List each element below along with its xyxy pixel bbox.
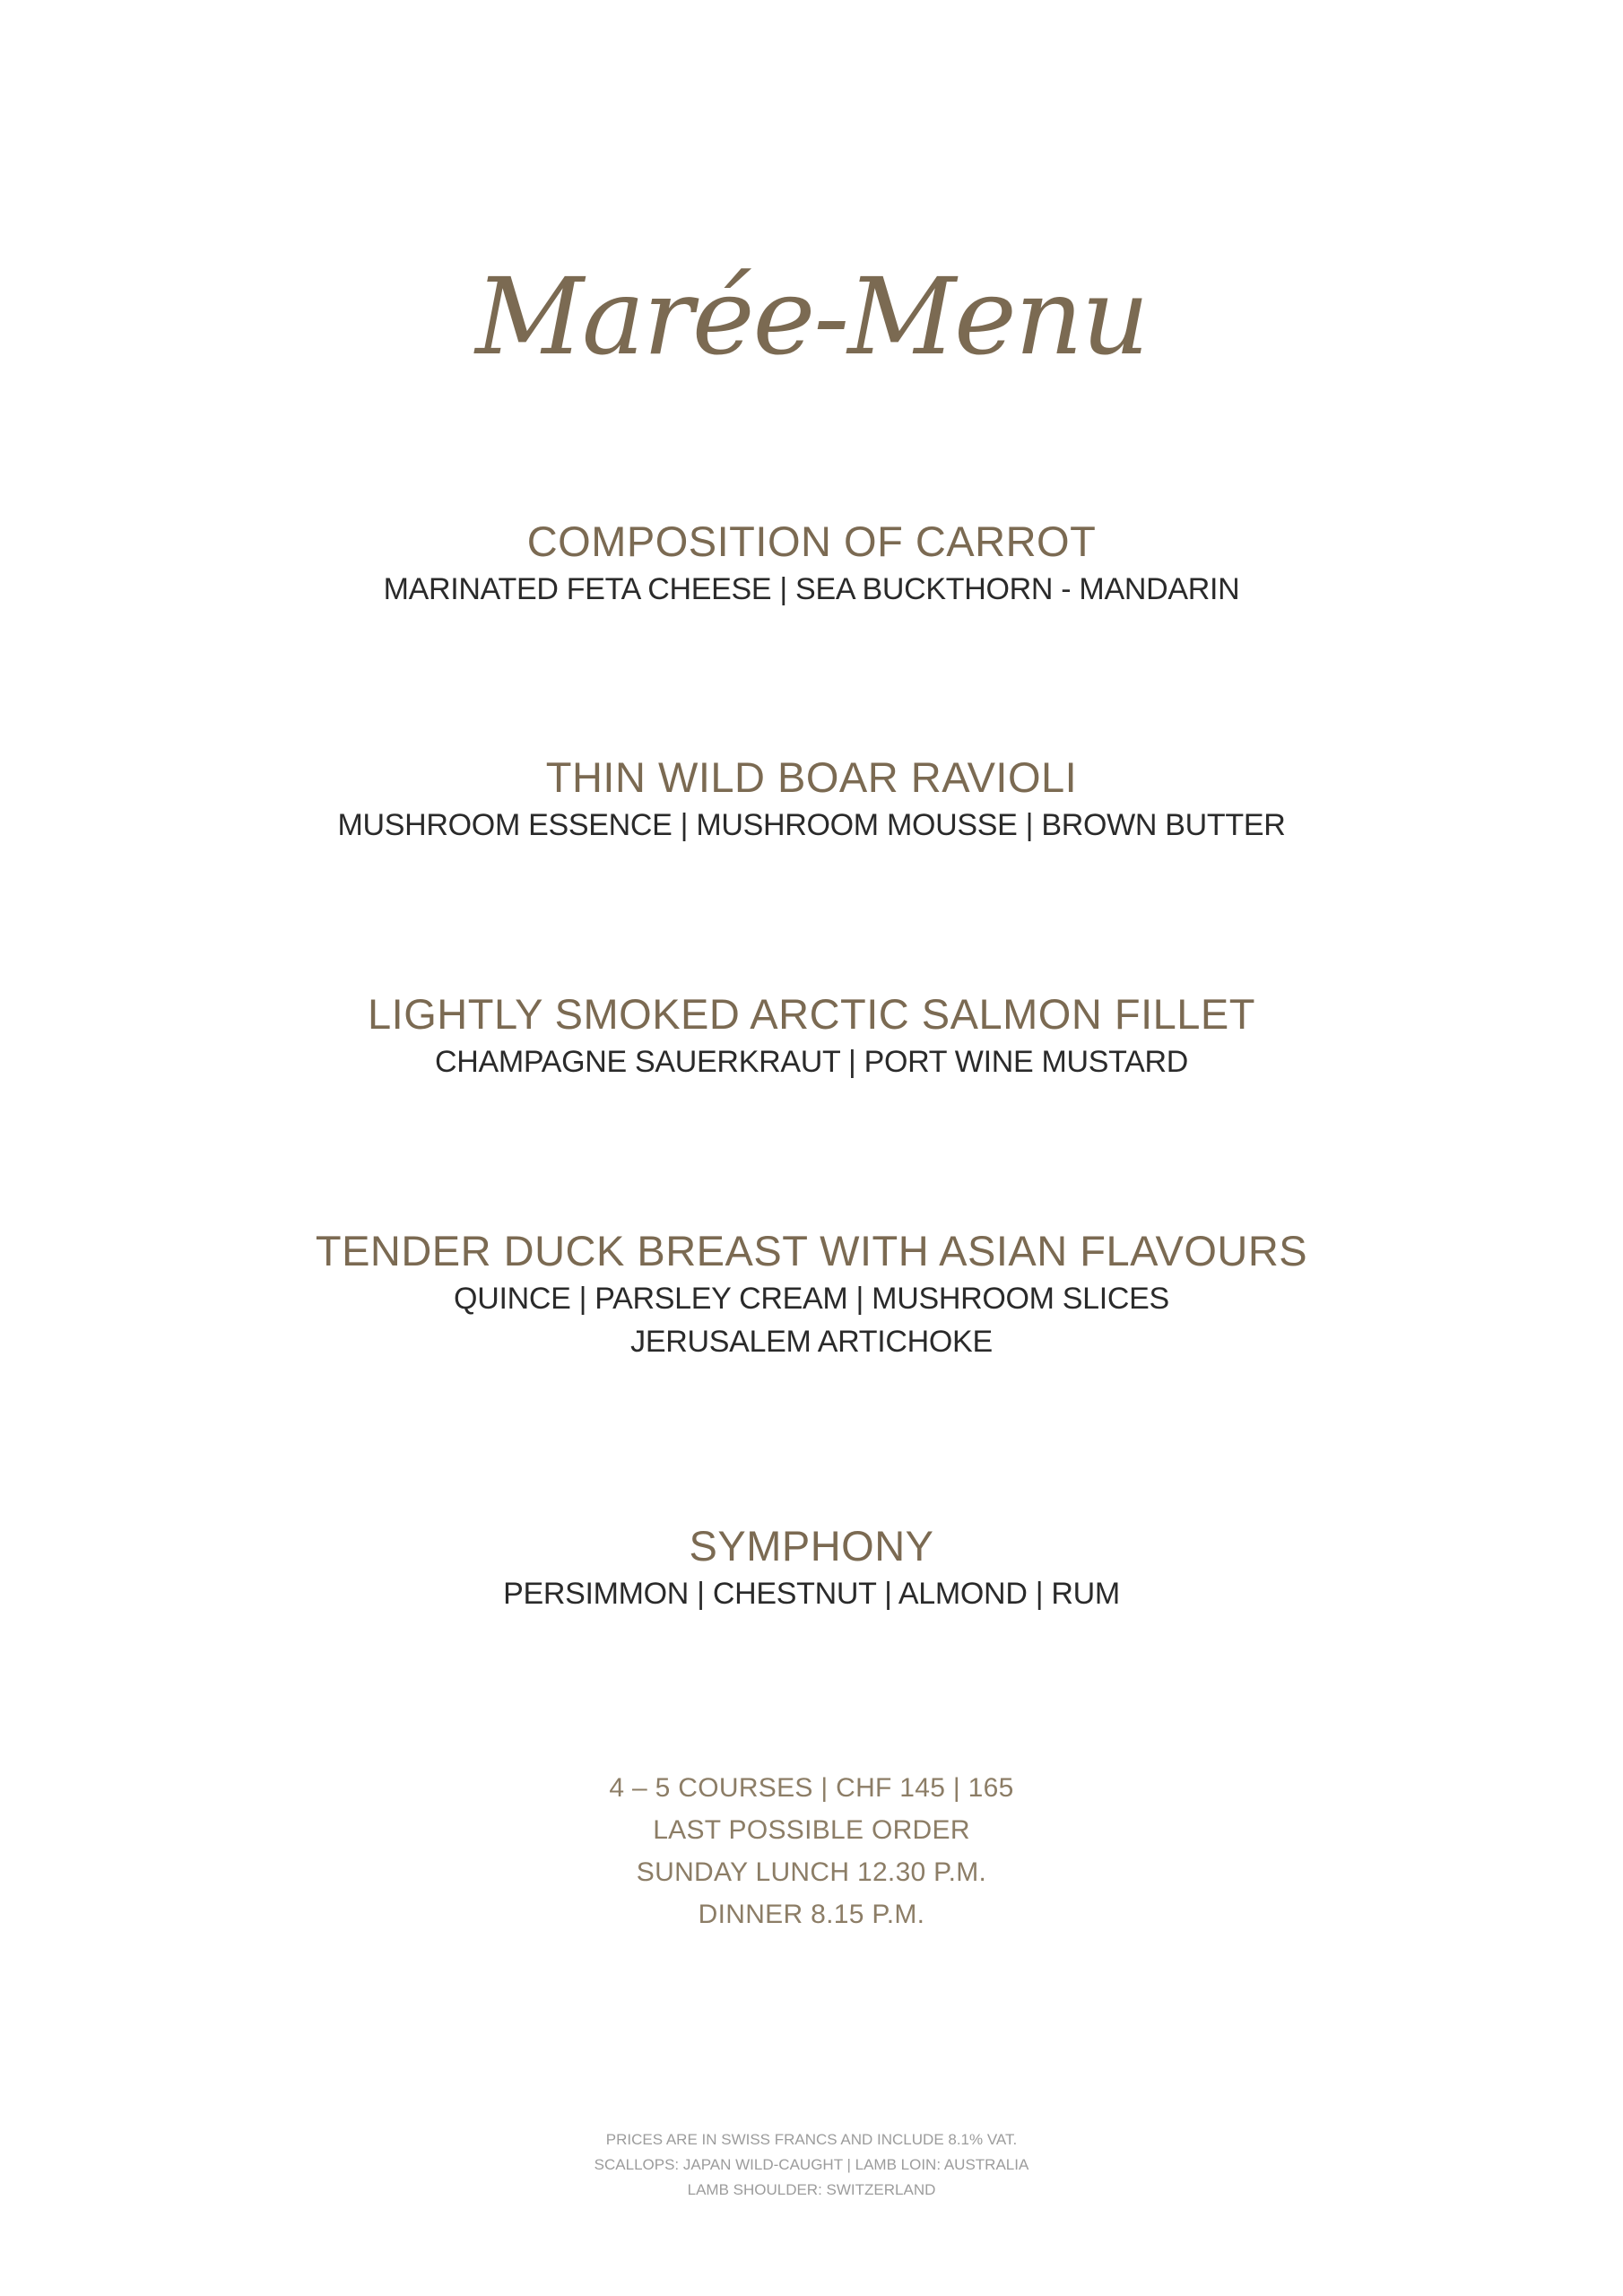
course-name: TENDER DUCK BREAST WITH ASIAN FLAVOURS [315,1227,1308,1274]
course-name: THIN WILD BOAR RAVIOLI [545,753,1078,801]
course-description-line: MARINATED FETA CHEESE | SEA BUCKTHORN - MANDARIN [383,572,1240,606]
course-name: SYMPHONY [689,1522,934,1570]
course-name: LIGHTLY SMOKED ARCTIC SALMON FILLET [368,990,1255,1038]
course-description-line: PERSIMMON | CHESTNUT | ALMOND | RUM [503,1577,1120,1611]
course-description [0,1040,1623,1083]
menu-title: Marée-Menu [475,255,1148,378]
course-description-line: MUSHROOM ESSENCE | MUSHROOM MOUSSE | BROWN BUTTER [337,808,1286,842]
course-1 [0,516,1623,611]
course-2 [0,752,1623,847]
menu-footer [0,2127,1623,2203]
course-description [0,1277,1623,1363]
course-4 [0,1225,1623,1363]
info-sunday-lunch: SUNDAY LUNCH 12.30 P.M. [636,1857,987,1887]
course-3 [0,988,1623,1083]
course-description [0,1572,1623,1615]
course-description-line: CHAMPAGNE SAUERKRAUT | PORT WINE MUSTARD [434,1045,1188,1079]
info-courses-price: 4 – 5 COURSES | CHF 145 | 165 [609,1773,1014,1803]
course-description-line: JERUSALEM ARTICHOKE [630,1325,993,1359]
course-description-line: QUINCE | PARSLEY CREAM | MUSHROOM SLICES [454,1282,1169,1316]
info-last-order: LAST POSSIBLE ORDER [653,1815,970,1845]
footer-prices-note: PRICES ARE IN SWISS FRANCS AND INCLUDE 8.1% VAT. [605,2131,1018,2148]
footer-origin-note: LAMB SHOULDER: SWITZERLAND [687,2181,936,2198]
info-dinner: DINNER 8.15 P.M. [698,1900,925,1929]
menu-info [0,1767,1623,1935]
course-5 [0,1520,1623,1615]
course-description [0,568,1623,611]
footer-origin-note: SCALLOPS: JAPAN WILD-CAUGHT | LAMB LOIN: AUSTRALIA [594,2156,1029,2173]
course-description [0,804,1623,847]
course-name: COMPOSITION OF CARROT [526,517,1097,565]
